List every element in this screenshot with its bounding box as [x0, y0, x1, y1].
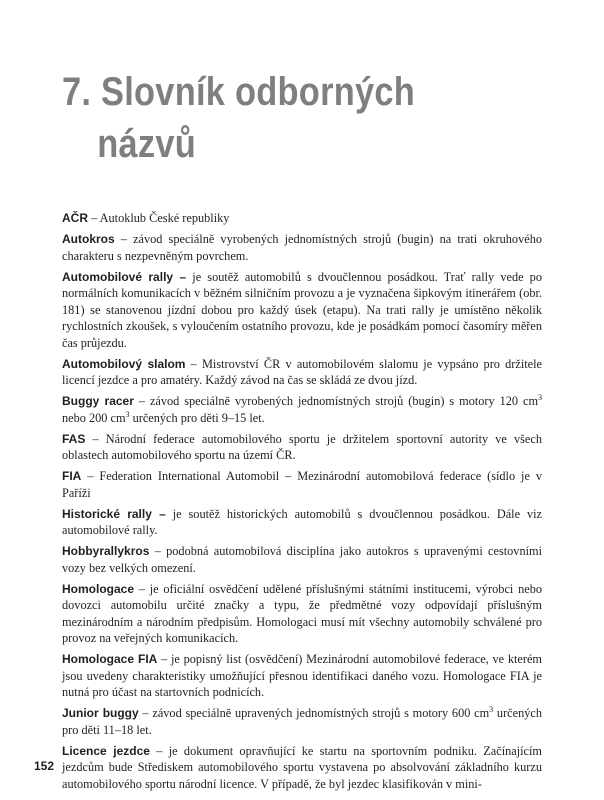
- glossary-entry-homologace: [62, 581, 542, 647]
- glossary-term: Homologace: [62, 581, 135, 596]
- page-number: 152: [34, 759, 55, 773]
- glossary-term: Homologace FIA: [62, 652, 158, 666]
- superscript: 3: [125, 409, 130, 419]
- glossary-entry-historicke-rally: [62, 506, 542, 539]
- glossary-definition: – závod speciálně vyrobených jednomístných strojů (bugin) na trati okruhového charakteru s nezpevněným povrchem.: [62, 232, 542, 263]
- glossary-definition: – Federation International Automobil – Mezinárodní automobilová federace (sídlo je v Paříži: [62, 469, 542, 500]
- glossary-definition-part: – závod speciálně vyrobených jednomístných strojů (bugin) s motory 120 cm: [133, 394, 539, 408]
- glossary-entry-fas: [62, 431, 542, 464]
- page-title: [62, 66, 492, 170]
- glossary-definition-part: určených pro děti 9–15 let.: [129, 410, 265, 425]
- title-line-1: 7. Slovník odborných: [62, 70, 416, 114]
- glossary-term: AČR: [62, 211, 88, 225]
- glossary-term: Automobilové rally –: [62, 269, 187, 284]
- glossary-entry-acr: [62, 210, 542, 227]
- glossary-definition: – Národní federace automobilového sportu je držitelem sportovní autority ve všech oblastech automobilového sportu na území ČR.: [62, 431, 542, 462]
- glossary-term: Junior buggy: [62, 706, 139, 720]
- glossary-term: Buggy racer: [62, 394, 134, 408]
- glossary-term: Autokros: [62, 232, 115, 246]
- glossary-entry-automobilovy-slalom: [62, 356, 542, 389]
- glossary-entry-junior-buggy: [62, 705, 542, 738]
- glossary-entry-homologace-fia: [62, 651, 542, 701]
- glossary-entry-buggy-racer: [62, 393, 542, 426]
- glossary-term: FIA: [62, 469, 82, 483]
- glossary-term: Licence jezdce: [62, 743, 150, 758]
- glossary-definition-part: nebo 200 cm: [62, 410, 126, 425]
- title-line-2: názvů: [97, 122, 197, 166]
- glossary-definition: je soutěž historických automobilů s dvoučlennou posádkou. Dále viz automobilové rally.: [62, 506, 542, 537]
- glossary-term: Hobbyrallykros: [62, 544, 150, 558]
- glossary-term: Historické rally –: [62, 506, 166, 521]
- glossary-term: FAS: [62, 431, 86, 446]
- glossary-entry-licence-jezdce: [62, 743, 542, 793]
- glossary-list: [62, 210, 542, 797]
- glossary-entry-autokros: [62, 231, 542, 264]
- glossary-definition: – je oficiální osvědčení udělené příslušnými státními institucemi, výrobci nebo dovozci automobilu určité značky a typu, že předmětné vozy odpovídají příslušným mezinárodním a národním předpisům. Homologaci musí mít všechny automobily schválené pro provoz na veřejných komunikacích.: [62, 581, 542, 645]
- superscript: 3: [538, 392, 543, 402]
- glossary-definition: je soutěž automobilů s dvoučlennou posádkou. Trať rally vede po normálních komunikacích v běžném silničním provozu a je vyznačena šipkovým itinerářem (obr. 181) se stanovenou jízdní dobou pro každý úsek (etapu). Na trati rally je umístěno několik rychlostních zkoušek, s vyloučením ostatního provozu, kde je posádkám pomocí časomíry měřen čas průjezdu.: [62, 269, 542, 350]
- glossary-entry-hobbyrallykros: [62, 543, 542, 576]
- glossary-definition: – Autoklub České republiky: [88, 211, 230, 225]
- glossary-definition: – podobná automobilová disciplína jako autokros s upravenými cestovními vozy bez velkých omezení.: [62, 544, 542, 575]
- glossary-entry-fia: [62, 468, 542, 501]
- glossary-definition: – je dokument opravňující ke startu na sportovním podniku. Začínajícím jezdcům bude Střediskem automobilového sportu vystavena po absolvování základního kurzu automobilového sportu národní licence. V případě, že byl jezdec klasifikován v mini-: [62, 743, 542, 791]
- glossary-definition-part: – závod speciálně upravených jednomístných strojů s motory 600 cm: [138, 706, 490, 720]
- superscript: 3: [489, 704, 494, 714]
- glossary-term: Automobilový slalom: [62, 356, 186, 371]
- glossary-entry-automobilove-rally: [62, 269, 542, 352]
- glossary-definition: – je popisný list (osvědčení) Mezinárodní automobilové federace, ve kterém jsou uvedeny charakteristiky umožňující přesnou identifikaci daného vozu. Homologace FIA je nutná pro účast na startovních podnicích.: [62, 652, 542, 699]
- glossary-definition-part: určených pro děti 11–18 let.: [62, 706, 542, 737]
- glossary-definition: – Mistrovství ČR v automobilovém slalomu je vypsáno pro držitele licencí jezdce a pro amatéry. Každý závod na čas se skládá ze dvou jízd.: [62, 356, 542, 387]
